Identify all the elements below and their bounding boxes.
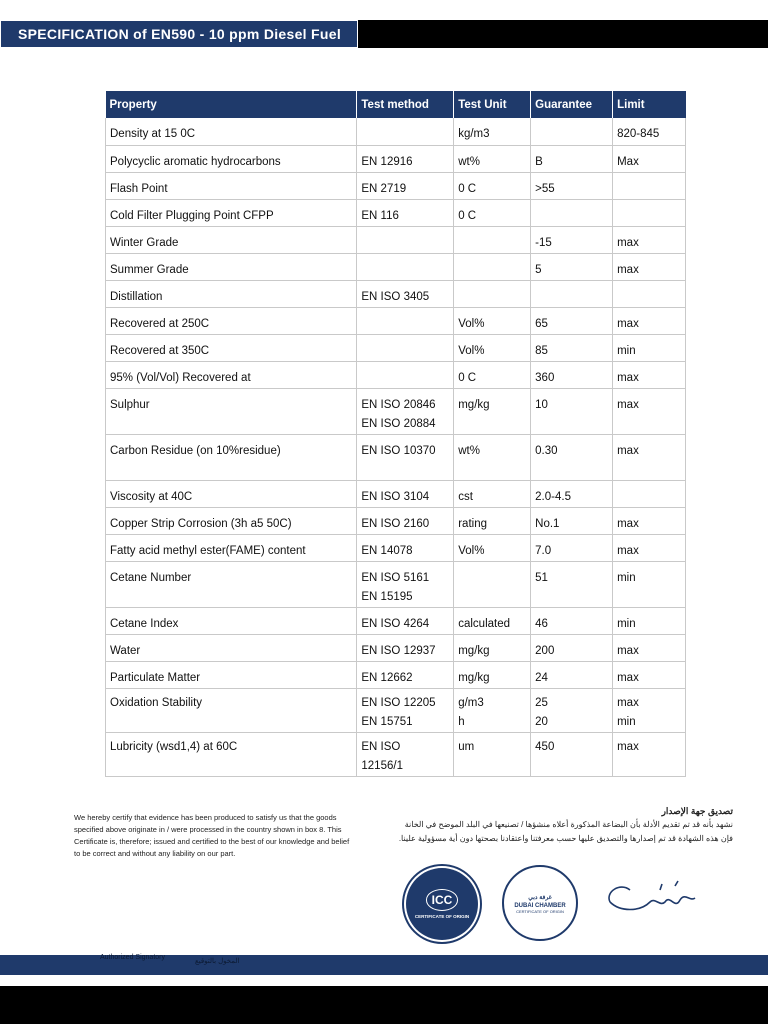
test-method-cell [357, 634, 454, 661]
cell-line: EN 15751 [361, 715, 413, 728]
cell-line: max [617, 740, 639, 753]
test-method-cell [357, 118, 454, 145]
cell-line: 25 [535, 696, 548, 709]
property-cell: Fatty acid methyl ester(FAME) content [106, 534, 357, 561]
cell-line: 450 [535, 740, 555, 753]
cell-line: 46 [535, 617, 548, 630]
guarantee-cell [531, 607, 613, 634]
guarantee-cell [531, 334, 613, 361]
dubai-chamber-caption: CERTIFICATE OF ORIGIN [516, 909, 564, 914]
guarantee-cell [531, 388, 613, 434]
table-row [106, 226, 686, 253]
table-row [106, 507, 686, 534]
cell-line: 0 C [458, 182, 477, 195]
guarantee-cell [531, 226, 613, 253]
cell-line: 20 [535, 715, 548, 728]
test-unit-cell [454, 534, 531, 561]
cell-line: 51 [535, 571, 548, 584]
cell-line: Max [617, 155, 639, 168]
test-method-cell [357, 534, 454, 561]
test-unit-cell [454, 226, 531, 253]
cell-line: Vol% [458, 544, 485, 557]
certification-title-arabic: تصديق جهة الإصدار [661, 806, 733, 816]
test-unit-cell [454, 607, 531, 634]
cell-line: min [617, 715, 636, 728]
column-header-limit: Limit [613, 91, 686, 118]
guarantee-cell [531, 688, 613, 732]
property-cell: Viscosity at 40C [106, 480, 357, 507]
table-row [106, 388, 686, 434]
cell-line: h [458, 715, 465, 728]
limit-cell [613, 480, 686, 507]
title-box [0, 20, 358, 48]
test-method-cell [357, 307, 454, 334]
guarantee-cell [531, 480, 613, 507]
certification-line-arabic: فإن هذه الشهادة قد تم إصدارها والتصديق عليها حسب معرفتنا واعتقادنا بصحتها دون أية مسؤولية علينا. [398, 834, 733, 843]
test-unit-cell [454, 388, 531, 434]
test-method-cell [357, 172, 454, 199]
property-cell: Lubricity (wsd1,4) at 60C [106, 732, 357, 776]
test-unit-cell [454, 172, 531, 199]
title-bar [0, 20, 768, 48]
certification-line-arabic: نشهد بأنه قد تم تقديم الأدلة بأن البضاعة المذكورة أعلاه منشؤها / تصنيعها في البلد الموضح في الخانة [404, 820, 733, 829]
test-unit-cell [454, 361, 531, 388]
test-method-cell [357, 199, 454, 226]
cell-line: Vol% [458, 344, 485, 357]
limit-cell [613, 226, 686, 253]
dubai-chamber-seal [502, 865, 578, 941]
property-cell: Cetane Index [106, 607, 357, 634]
table-row [106, 307, 686, 334]
table-row [106, 661, 686, 688]
cell-line: max [617, 236, 639, 249]
test-unit-cell [454, 732, 531, 776]
cell-line: max [617, 544, 639, 557]
test-unit-cell [454, 307, 531, 334]
guarantee-cell [531, 561, 613, 607]
table-row [106, 334, 686, 361]
test-unit-cell [454, 253, 531, 280]
authorized-signatory-label-arabic: المخول بالتوقيع [195, 958, 240, 965]
limit-cell [613, 253, 686, 280]
guarantee-cell [531, 145, 613, 172]
cell-line: EN ISO 10370 [361, 444, 436, 457]
column-header-test-unit: Test Unit [454, 91, 531, 118]
property-cell: Particulate Matter [106, 661, 357, 688]
guarantee-cell [531, 172, 613, 199]
test-method-cell [357, 253, 454, 280]
cell-line: EN ISO 2160 [361, 517, 430, 530]
limit-cell [613, 434, 686, 480]
table-row [106, 561, 686, 607]
test-method-cell [357, 607, 454, 634]
test-method-cell [357, 688, 454, 732]
cell-line: max [617, 696, 639, 709]
cell-line: max [617, 371, 639, 384]
cell-line: 360 [535, 371, 555, 384]
icc-caption: CERTIFICATE OF ORIGIN [414, 914, 470, 919]
test-method-cell [357, 280, 454, 307]
limit-cell [613, 172, 686, 199]
limit-cell [613, 361, 686, 388]
property-cell: Flash Point [106, 172, 357, 199]
table-row [106, 607, 686, 634]
guarantee-cell [531, 732, 613, 776]
test-unit-cell [454, 118, 531, 145]
cell-line: max [617, 317, 639, 330]
signature [600, 872, 700, 922]
table-row [106, 280, 686, 307]
cell-line: No.1 [535, 517, 560, 530]
cell-line: kg/m3 [458, 128, 490, 140]
icc-logo: ICC [426, 889, 459, 911]
cell-line: mg/kg [458, 671, 490, 684]
cell-line: EN ISO [361, 740, 401, 753]
cell-line: mg/kg [458, 644, 490, 657]
test-unit-cell [454, 334, 531, 361]
limit-cell [613, 334, 686, 361]
dubai-chamber-name: DUBAI CHAMBER [514, 903, 566, 909]
property-cell: Winter Grade [106, 226, 357, 253]
property-cell: Polycyclic aromatic hydrocarbons [106, 145, 357, 172]
specification-table [105, 91, 686, 777]
table-header-row [106, 91, 686, 118]
cell-line: wt% [458, 444, 480, 457]
table-row [106, 199, 686, 226]
table-row [106, 480, 686, 507]
guarantee-cell [531, 253, 613, 280]
test-unit-cell [454, 661, 531, 688]
cell-line: EN 14078 [361, 544, 413, 557]
limit-cell [613, 307, 686, 334]
cell-line: g/m3 [458, 696, 484, 709]
test-method-cell [357, 145, 454, 172]
cell-line: calculated [458, 617, 511, 630]
table-row [106, 145, 686, 172]
limit-cell [613, 732, 686, 776]
cell-line: max [617, 398, 639, 411]
limit-cell [613, 199, 686, 226]
test-unit-cell [454, 145, 531, 172]
cell-line: EN 12662 [361, 671, 413, 684]
cell-line: 85 [535, 344, 548, 357]
test-method-cell [357, 507, 454, 534]
cell-line: 12156/1 [361, 759, 403, 772]
property-cell: Copper Strip Corrosion (3h a5 50C) [106, 507, 357, 534]
property-cell: Carbon Residue (on 10%residue) [106, 434, 357, 480]
test-method-cell [357, 434, 454, 480]
table-row [106, 634, 686, 661]
limit-cell [613, 607, 686, 634]
table-row [106, 534, 686, 561]
cell-line: um [458, 740, 475, 753]
cell-line: EN 2719 [361, 182, 407, 195]
guarantee-cell [531, 507, 613, 534]
property-cell: Recovered at 250C [106, 307, 357, 334]
test-unit-cell [454, 480, 531, 507]
test-method-cell [357, 226, 454, 253]
authorized-signatory-label: Authorized Signatory [100, 954, 165, 961]
table-row [106, 253, 686, 280]
cell-line: EN 116 [361, 209, 399, 222]
test-method-cell [357, 480, 454, 507]
table-row [106, 732, 686, 776]
test-unit-cell [454, 199, 531, 226]
limit-cell [613, 507, 686, 534]
guarantee-cell [531, 634, 613, 661]
cell-line: rating [458, 517, 487, 530]
cell-line: 0 C [458, 371, 477, 384]
guarantee-cell [531, 361, 613, 388]
guarantee-cell [531, 307, 613, 334]
cell-line: EN ISO 5161 [361, 571, 430, 584]
dubai-chamber-arabic: غرفة دبي [528, 895, 552, 901]
test-method-cell [357, 661, 454, 688]
test-unit-cell [454, 434, 531, 480]
cell-line: max [617, 444, 639, 457]
property-cell: Recovered at 350C [106, 334, 357, 361]
cell-line: EN ISO 3104 [361, 490, 430, 503]
property-cell: Cold Filter Plugging Point CFPP [106, 199, 357, 226]
limit-cell [613, 561, 686, 607]
cell-line: 24 [535, 671, 548, 684]
certification-text-english: We hereby certify that evidence has been produced to satisfy us that the goods specified above originate in / were processed in the country shown in box 8. This Certificate is, therefore; issued and certified to the best of our knowledge and belief to be correct and without any liability on our part. [74, 813, 350, 858]
guarantee-cell [531, 280, 613, 307]
cell-line: >55 [535, 182, 555, 195]
column-header-guarantee: Guarantee [531, 91, 613, 118]
limit-cell [613, 280, 686, 307]
table-row [106, 361, 686, 388]
page-title: SPECIFICATION of EN590 - 10 ppm Diesel Fuel [18, 26, 342, 42]
cell-line: -15 [535, 236, 552, 249]
test-unit-cell [454, 280, 531, 307]
cell-line: min [617, 571, 636, 584]
cell-line: Vol% [458, 317, 485, 330]
cell-line: EN ISO 12937 [361, 644, 436, 657]
column-header-property: Property [106, 91, 357, 118]
icc-seal [406, 868, 478, 940]
cell-line: 10 [535, 398, 548, 411]
limit-cell [613, 534, 686, 561]
test-method-cell [357, 732, 454, 776]
cell-line: max [617, 517, 639, 530]
cell-line: 0.30 [535, 444, 558, 457]
guarantee-cell [531, 118, 613, 145]
cell-line: min [617, 617, 636, 630]
limit-cell [613, 688, 686, 732]
cell-line: max [617, 263, 639, 276]
cell-line: EN ISO 3405 [361, 290, 430, 303]
test-unit-cell [454, 561, 531, 607]
cell-line: 0 C [458, 209, 477, 222]
cell-line: cst [458, 490, 473, 503]
guarantee-cell [531, 534, 613, 561]
cell-line: 820-845 [617, 128, 660, 140]
property-cell: Cetane Number [106, 561, 357, 607]
limit-cell [613, 118, 686, 145]
cell-line: max [617, 671, 639, 684]
limit-cell [613, 388, 686, 434]
table-row [106, 172, 686, 199]
property-cell: Sulphur [106, 388, 357, 434]
limit-cell [613, 661, 686, 688]
cell-line: 200 [535, 644, 555, 657]
limit-cell [613, 634, 686, 661]
property-cell: Density at 15 0C [106, 118, 357, 145]
test-unit-cell [454, 688, 531, 732]
property-cell: Summer Grade [106, 253, 357, 280]
guarantee-cell [531, 434, 613, 480]
cell-line: EN ISO 12205 [361, 696, 436, 709]
cell-line: EN 15195 [361, 590, 413, 603]
cell-line: EN ISO 4264 [361, 617, 430, 630]
test-method-cell [357, 561, 454, 607]
test-unit-cell [454, 507, 531, 534]
property-cell: Water [106, 634, 357, 661]
cell-line: 5 [535, 263, 542, 276]
cell-line: EN 12916 [361, 155, 413, 168]
cell-line: EN ISO 20846 [361, 398, 436, 411]
cell-line: wt% [458, 155, 480, 168]
cell-line: mg/kg [458, 398, 490, 411]
cell-line: B [535, 155, 543, 168]
cell-line: 2.0-4.5 [535, 490, 571, 503]
certification-text-arabic [395, 804, 733, 846]
guarantee-cell [531, 199, 613, 226]
table-row [106, 118, 686, 145]
cell-line: min [617, 344, 636, 357]
limit-cell [613, 145, 686, 172]
test-method-cell [357, 388, 454, 434]
test-method-cell [357, 334, 454, 361]
cell-line: max [617, 644, 639, 657]
cell-line: EN ISO 20884 [361, 417, 436, 430]
cell-line: 65 [535, 317, 548, 330]
table-row [106, 688, 686, 732]
column-header-test-method: Test method [357, 91, 454, 118]
property-cell: 95% (Vol/Vol) Recovered at [106, 361, 357, 388]
property-cell: Oxidation Stability [106, 688, 357, 732]
property-cell: Distillation [106, 280, 357, 307]
table-row [106, 434, 686, 480]
test-method-cell [357, 361, 454, 388]
cell-line: 7.0 [535, 544, 552, 557]
guarantee-cell [531, 661, 613, 688]
bottom-bar [0, 986, 768, 1024]
test-unit-cell [454, 634, 531, 661]
